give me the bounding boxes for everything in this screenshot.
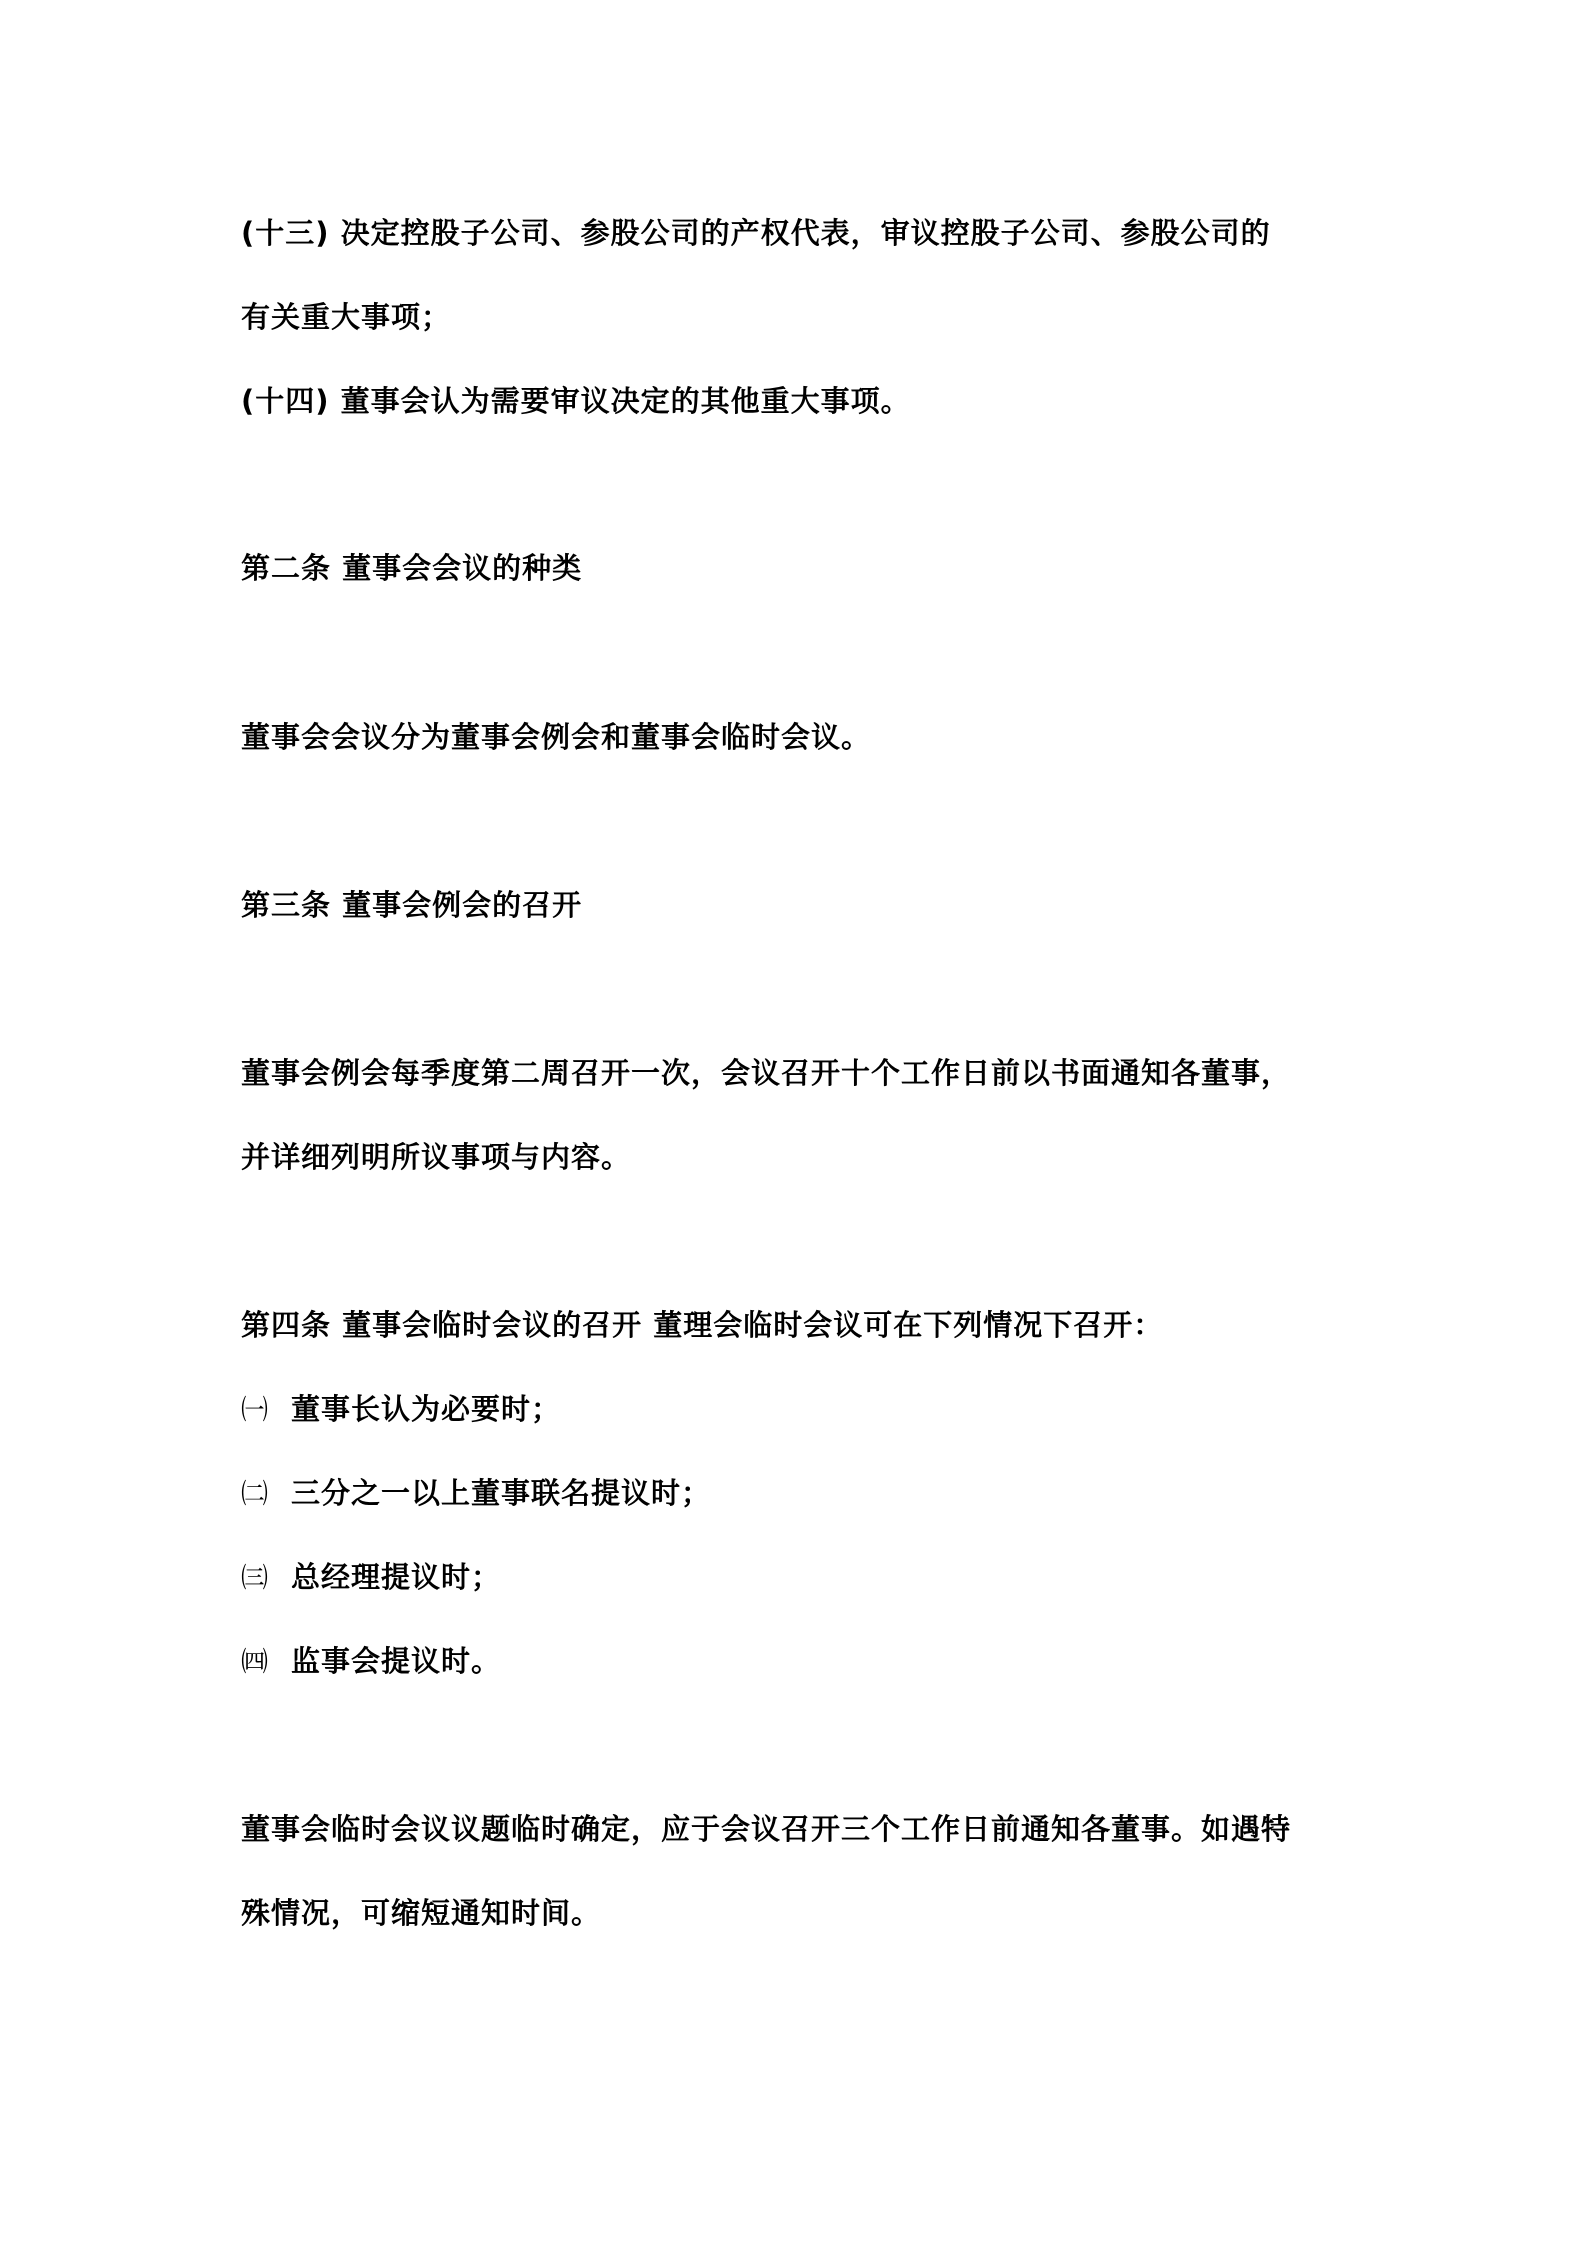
list-item-text: 董事长认为必要时；	[291, 1392, 562, 1426]
item-13-line-2: 有关重大事项；	[241, 300, 452, 334]
closing-line-2: 殊情况，可缩短通知时间。	[241, 1896, 602, 1930]
item-14: (十四) 董事会认为需要审议决定的其他重大事项。	[241, 384, 911, 418]
article-3-body-line-2: 并详细列明所议事项与内容。	[241, 1140, 632, 1174]
article-2-body: 董事会会议分为董事会例会和董事会临时会议。	[241, 720, 872, 754]
list-marker: ㈠	[241, 1395, 269, 1426]
article-2-heading: 第二条 董事会会议的种类	[241, 551, 583, 585]
list-item-text: 总经理提议时；	[291, 1560, 502, 1594]
article-4-heading: 第四条 董事会临时会议的召开 董理会临时会议可在下列情况下召开：	[241, 1308, 1164, 1342]
list-item	[241, 1389, 561, 1431]
list-item	[241, 1557, 501, 1599]
article-3-heading: 第三条 董事会例会的召开	[241, 888, 583, 922]
list-marker: ㈡	[241, 1479, 269, 1510]
list-item	[241, 1641, 501, 1683]
closing-line-1: 董事会临时会议议题临时确定，应于会议召开三个工作日前通知各董事。如遇特	[241, 1812, 1292, 1846]
list-item-text: 三分之一以上董事联名提议时；	[291, 1476, 712, 1510]
list-marker: ㈢	[241, 1563, 269, 1594]
list-item-text: 监事会提议时。	[291, 1644, 502, 1678]
list-item	[241, 1473, 711, 1515]
article-3-body-line-1: 董事会例会每季度第二周召开一次，会议召开十个工作日前以书面通知各董事，	[241, 1056, 1292, 1090]
list-marker: ㈣	[241, 1647, 269, 1678]
item-13-line-1: (十三) 决定控股子公司、参股公司的产权代表，审议控股子公司、参股公司的	[241, 216, 1271, 250]
